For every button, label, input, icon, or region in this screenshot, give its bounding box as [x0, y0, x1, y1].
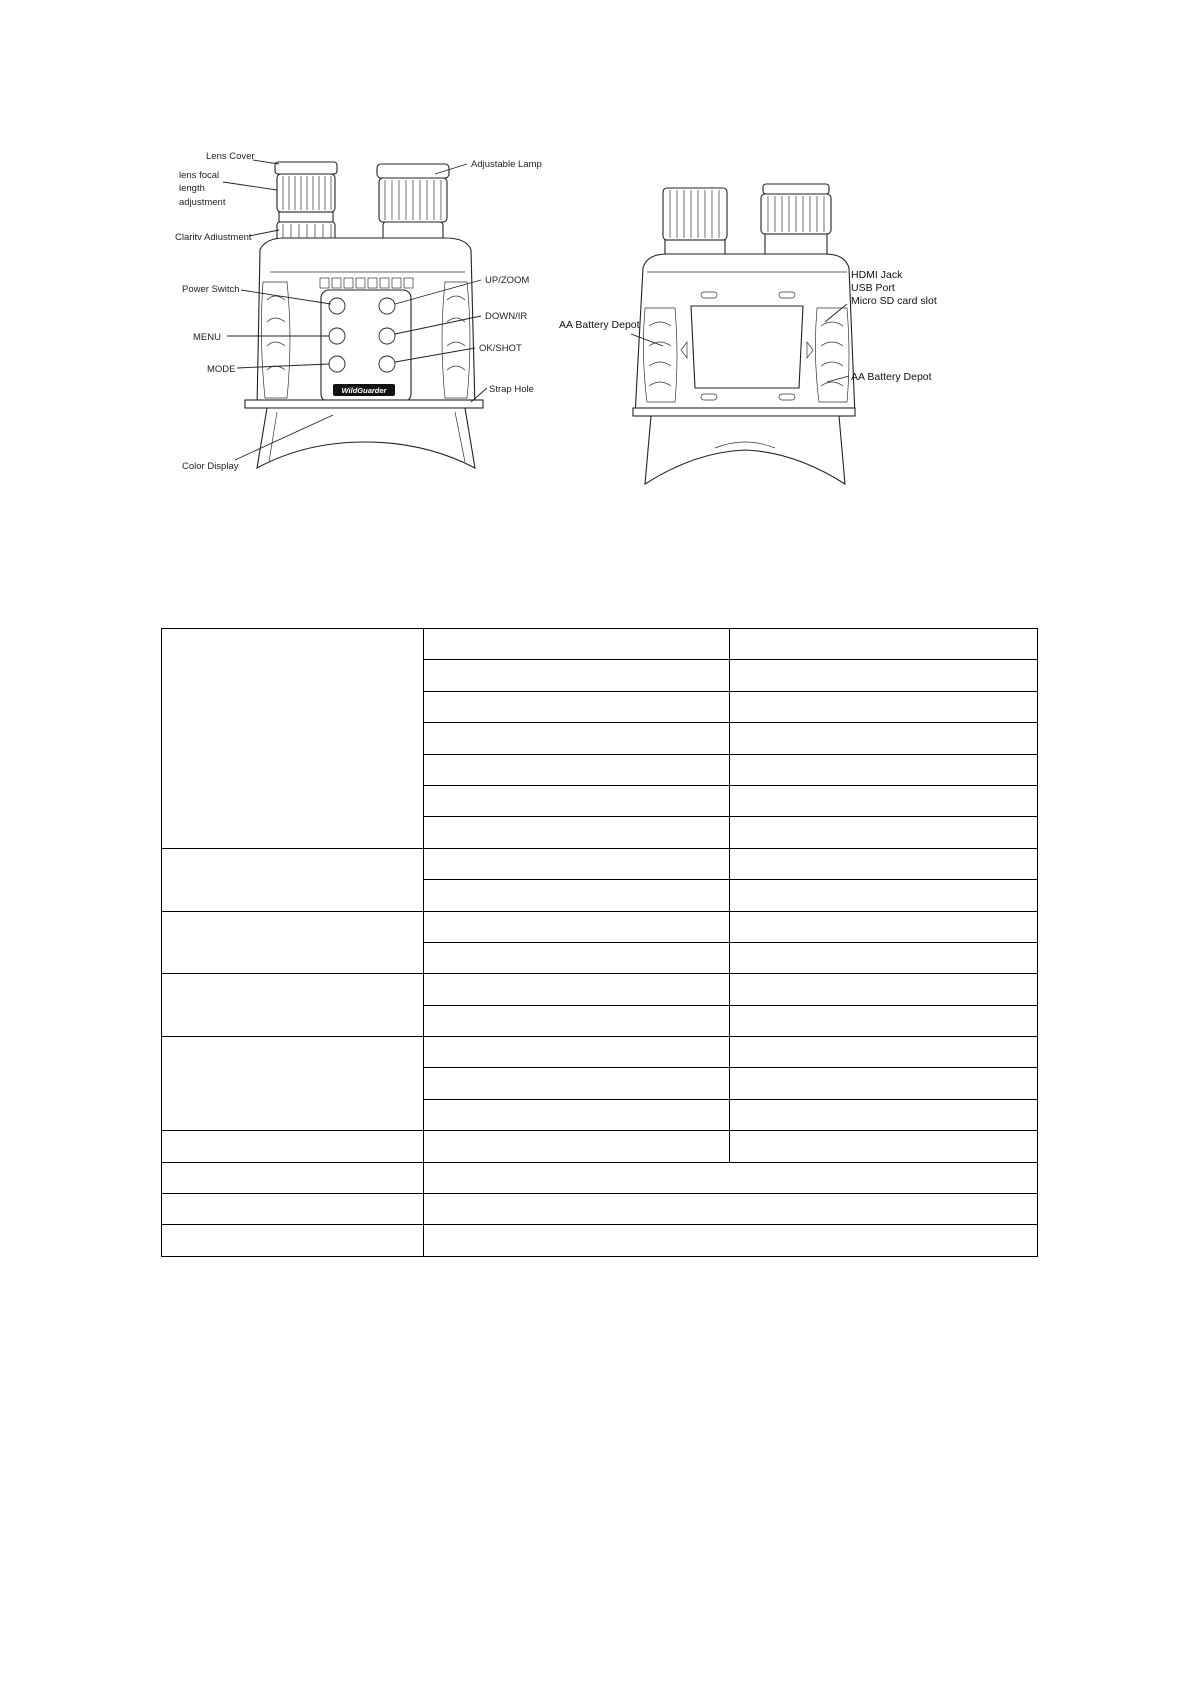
table-cell: [424, 1162, 1038, 1193]
label-lens-focal-3: adjustment: [179, 197, 226, 208]
label-lens-focal-1: lens focal: [179, 170, 220, 181]
table-cell: [424, 1099, 730, 1130]
table-cell: [730, 942, 1038, 973]
table-cell: [424, 974, 730, 1005]
table-cell: [730, 660, 1038, 691]
table-cell: [730, 817, 1038, 848]
table-cell: [162, 1194, 424, 1225]
label-clarity: Claritv Adiustment: [175, 232, 252, 243]
table-cell: [162, 911, 424, 974]
table-cell: [730, 785, 1038, 816]
table-cell: [730, 1131, 1038, 1162]
table-cell: [162, 1037, 424, 1131]
table-row: [162, 974, 1038, 1005]
label-micro-sd: Micro SD card slot: [851, 295, 937, 307]
table-cell: [162, 1162, 424, 1193]
table-cell: [162, 974, 424, 1037]
table-cell: [424, 691, 730, 722]
spec-table: [161, 628, 1038, 1257]
table-cell: [730, 911, 1038, 942]
table-row: [162, 1162, 1038, 1193]
table-cell: [162, 848, 424, 911]
table-cell: [424, 1005, 730, 1036]
label-lens-cover: Lens Cover: [206, 151, 255, 162]
table-cell: [730, 754, 1038, 785]
label-usb-port: USB Port: [851, 282, 895, 294]
table-cell: [730, 723, 1038, 754]
table-cell: [424, 911, 730, 942]
table-cell: [730, 848, 1038, 879]
table-cell: [424, 1194, 1038, 1225]
label-mode: MODE: [207, 364, 236, 375]
table-row: [162, 911, 1038, 942]
label-strap-hole: Strap Hole: [489, 384, 534, 395]
table-cell: [424, 785, 730, 816]
table-cell: [424, 1131, 730, 1162]
label-aa-battery-left: AA Battery Depot: [559, 319, 640, 331]
label-aa-battery-right: AA Battery Depot: [851, 371, 932, 383]
table-cell: [730, 1068, 1038, 1099]
table-cell: [424, 817, 730, 848]
label-down-ir: DOWN/IR: [485, 311, 528, 322]
table-row: [162, 1037, 1038, 1068]
table-row: [162, 1131, 1038, 1162]
table-row: [162, 1194, 1038, 1225]
label-up-zoom: UP/ZOOM: [485, 275, 530, 286]
table-cell: [162, 1225, 424, 1256]
label-menu: MENU: [193, 332, 221, 343]
table-cell: [424, 754, 730, 785]
back-view: [559, 184, 937, 484]
table-cell: [424, 942, 730, 973]
table-cell: [424, 1037, 730, 1068]
table-cell: [424, 880, 730, 911]
label-power-switch: Power Switch: [182, 284, 240, 295]
binocular-diagram: [175, 150, 1035, 540]
label-lens-focal-2: length: [179, 183, 205, 194]
table-cell: [424, 1225, 1038, 1256]
table-cell: [424, 1068, 730, 1099]
table-cell: [730, 880, 1038, 911]
table-row: [162, 848, 1038, 879]
table-cell: [162, 629, 424, 849]
brand-logo: WildGuarder: [341, 386, 387, 395]
label-ok-shot: OK/SHOT: [479, 343, 522, 354]
table-cell: [730, 629, 1038, 660]
front-view: [175, 151, 542, 472]
label-adjustable-lamp: Adjustable Lamp: [471, 159, 542, 170]
table-cell: [730, 691, 1038, 722]
table-cell: [730, 1037, 1038, 1068]
table-cell: [730, 1099, 1038, 1130]
label-color-display: Color Display: [182, 461, 239, 472]
table-cell: [730, 974, 1038, 1005]
table-cell: [424, 848, 730, 879]
table-cell: [162, 1131, 424, 1162]
table-cell: [730, 1005, 1038, 1036]
table-cell: [424, 629, 730, 660]
table-cell: [424, 660, 730, 691]
label-hdmi-jack: HDMI Jack: [851, 269, 903, 281]
table-row: [162, 1225, 1038, 1256]
table-row: [162, 629, 1038, 660]
table-cell: [424, 723, 730, 754]
